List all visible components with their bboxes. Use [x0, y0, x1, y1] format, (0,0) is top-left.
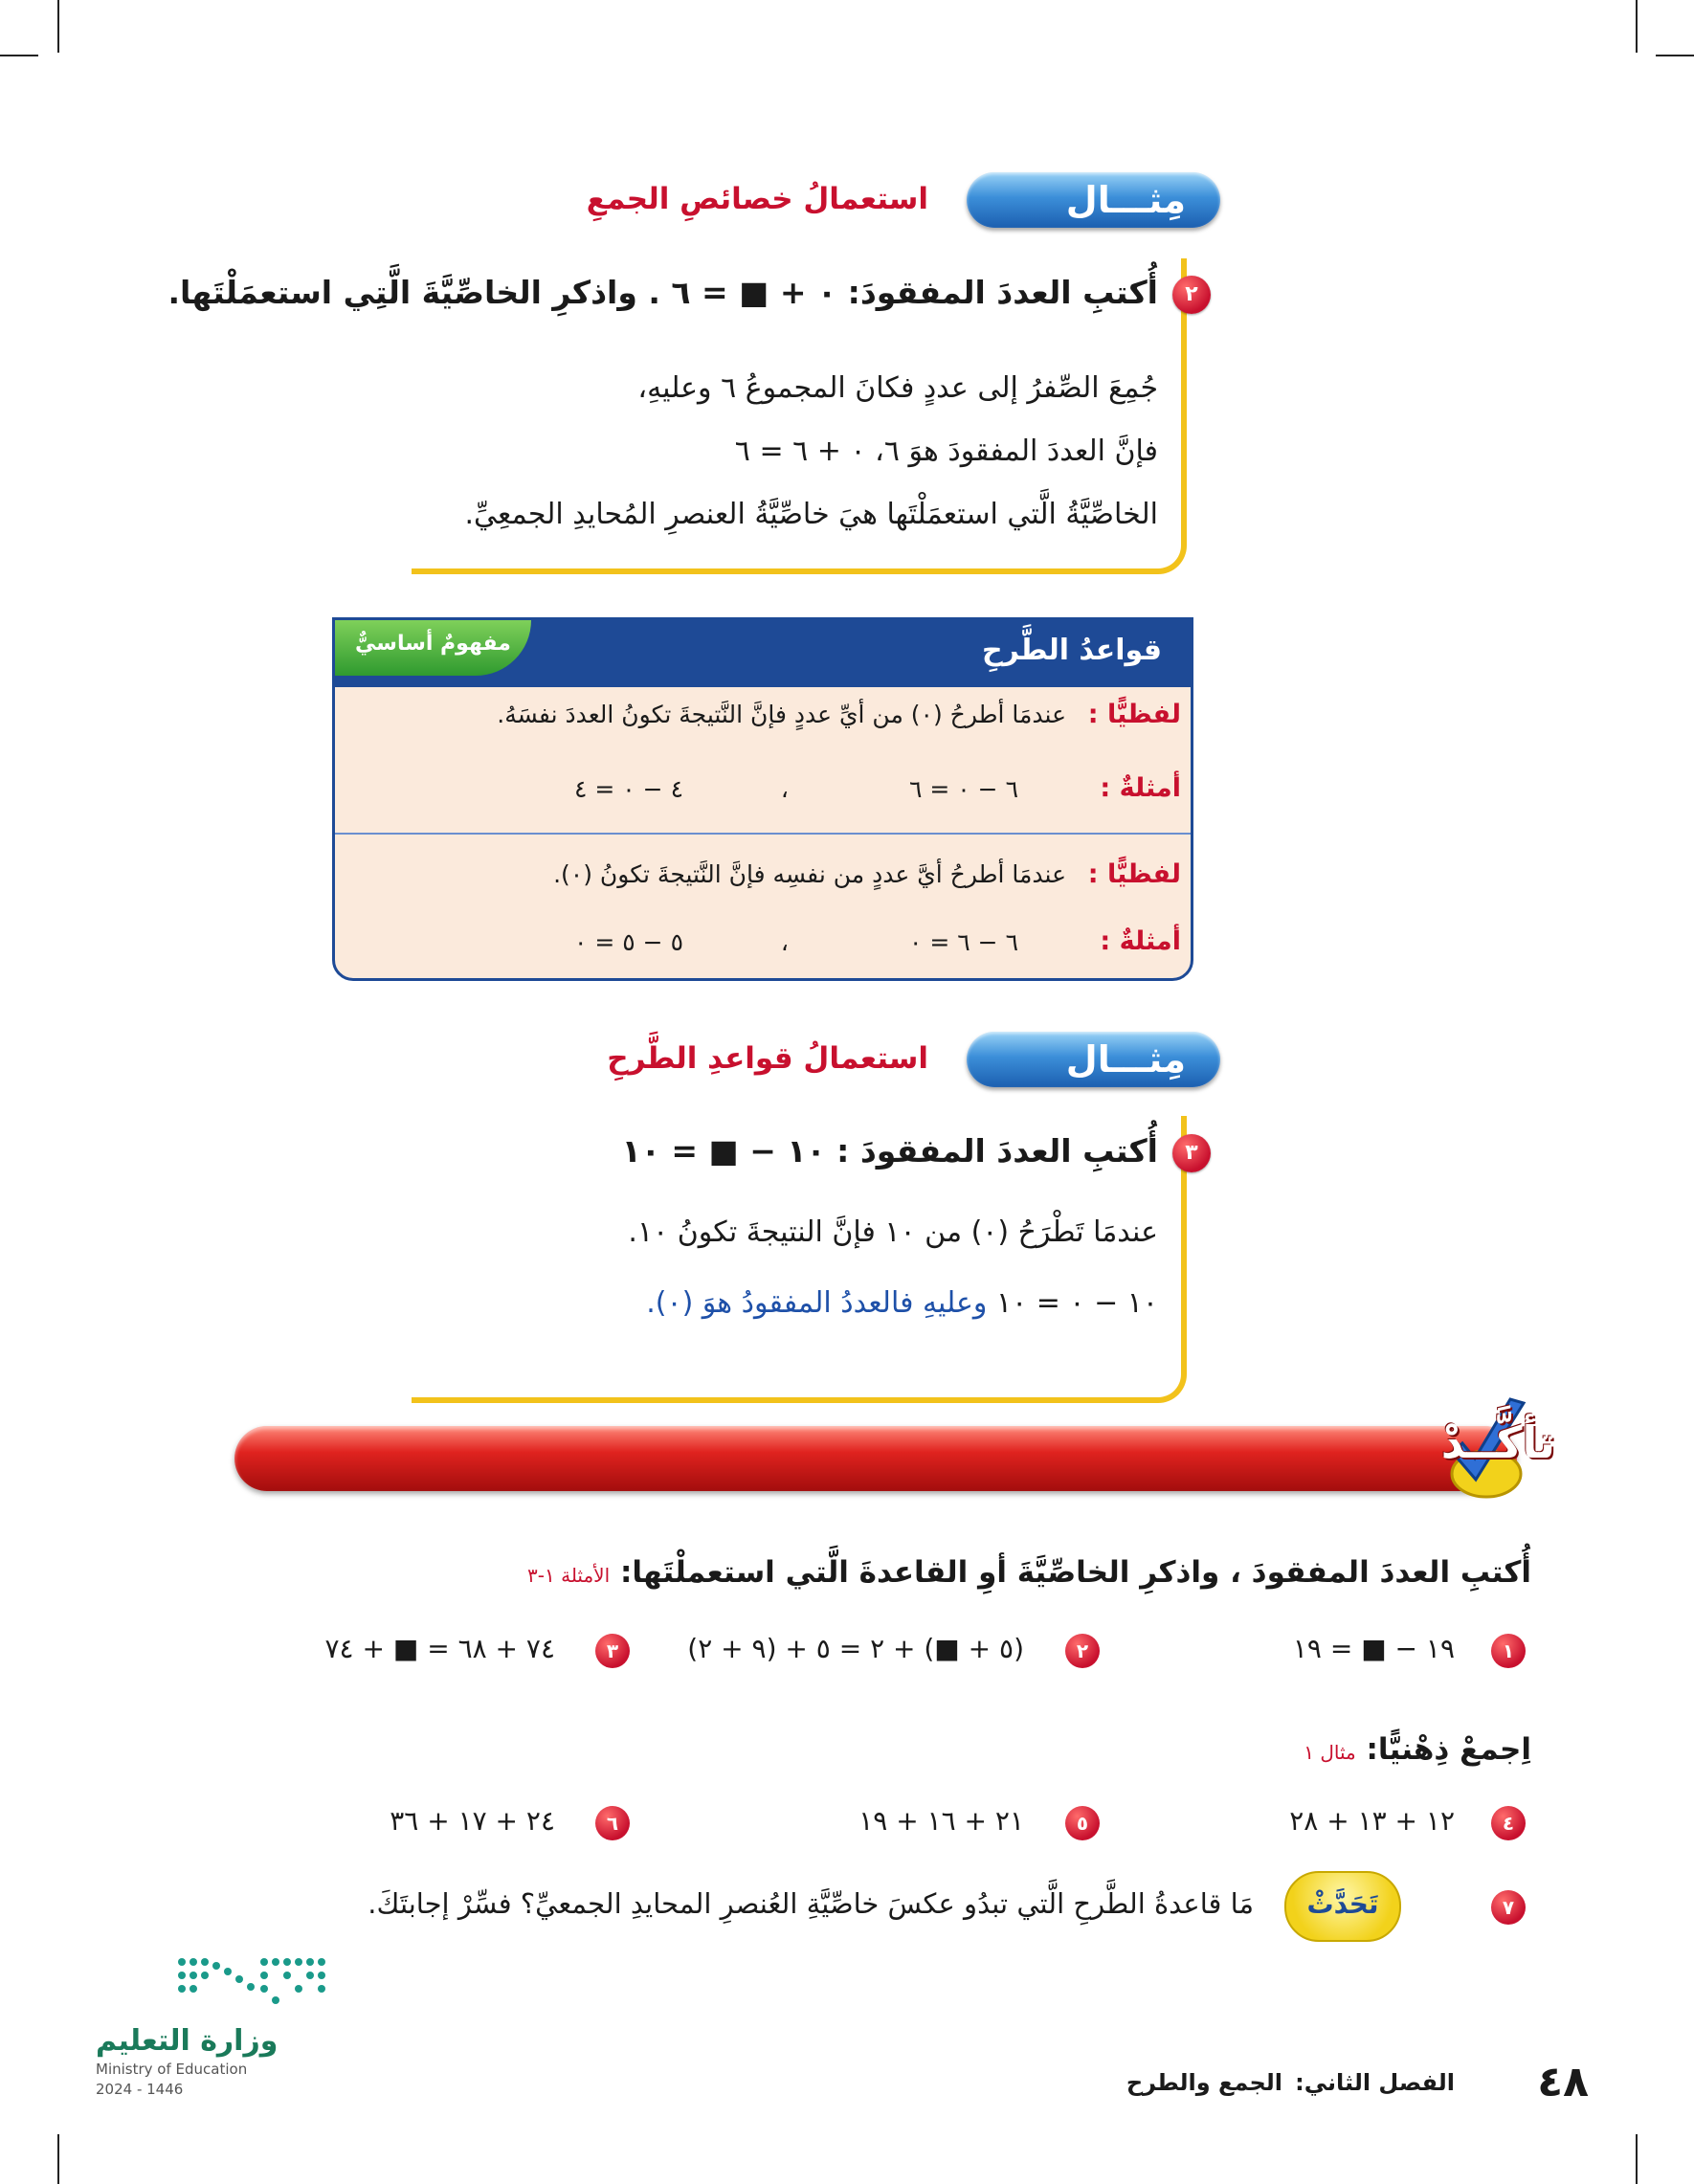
examples-label: أمثلةٌ :	[1100, 926, 1181, 956]
rule-example: ٤ − ٠ = ٤	[574, 775, 683, 803]
rule-example: ٦ − ٠ = ٦	[909, 775, 1018, 803]
exercise-number: ٢	[1065, 1634, 1100, 1668]
mental-math-heading	[1304, 1732, 1531, 1767]
exercise: (٥ + ■) + ٢ = ٥ + (٩ + ٢)	[687, 1633, 1024, 1664]
crop-mark	[57, 2134, 59, 2184]
rules-title: قواعدُ الطَّرحِ	[981, 634, 1162, 667]
crop-mark	[0, 55, 38, 56]
page-number: ٤٨	[1537, 2058, 1589, 2106]
example-number: ٢	[1172, 276, 1211, 314]
example-number: ٣	[1172, 1134, 1211, 1172]
subtraction-rules-box	[332, 617, 1193, 981]
exercise: ٢٤ + ١٧ + ٣٦	[390, 1805, 555, 1837]
example-line: عندمَا تَطْرَحُ (٠) من ١٠ فإنَّ النتيجةَ تكونُ ١٠.	[628, 1215, 1158, 1249]
example-line: الخاصِّيَّةُ الَّتي استعمَلْتَها هيَ خاصِّيَّةُ العنصرِ المُحايدِ الجمعِيِّ.	[464, 498, 1158, 531]
exercise: ١٢ + ١٣ + ٢٨	[1289, 1805, 1455, 1837]
mental-math-title: اِجمعْ ذِهْنيًّا:	[1366, 1732, 1531, 1767]
example-title: استعمالُ قواعدِ الطَّرحِ	[607, 1041, 928, 1076]
rule-text: عندمَا أطرحُ (٠) من أيِّ عددٍ فإنَّ النَّتيجةَ تكونُ العددَ نفسَهُ.	[497, 701, 1066, 728]
crop-mark	[1636, 2134, 1638, 2184]
example-title: استعمالُ خصائصِ الجمعِ	[586, 182, 928, 216]
example-line	[646, 1286, 1158, 1320]
exercise: ١٩ − ■ = ١٩	[1292, 1633, 1455, 1664]
crop-mark	[57, 0, 59, 53]
check-banner	[234, 1426, 1517, 1491]
example-question: أُكتبِ العددَ المفقودَ : ١٠ − ■ = ١٠	[621, 1132, 1158, 1170]
example-question: أُكتبِ العددَ المفقودَ: ٠ + ■ = ٦ . واذكرِ الخاصِّيَّةَ الَّتِي استعمَلْتَها.	[167, 274, 1158, 311]
exercise-number: ٧	[1491, 1890, 1526, 1925]
exercise-number: ٤	[1491, 1806, 1526, 1840]
exercise-number: ٦	[595, 1806, 630, 1840]
rules-divider	[335, 833, 1191, 835]
exercise-number: ١	[1491, 1634, 1526, 1668]
ministry-name-ar: وزارة التعليم	[96, 2024, 279, 2058]
rule-comma: ،	[780, 928, 789, 956]
exercise: ٧٤ + ٦٨ = ■ + ٧٤	[324, 1633, 555, 1664]
verbal-label: لفظيًّا :	[1087, 859, 1181, 889]
exercise-number: ٥	[1065, 1806, 1100, 1840]
example-pill-label: مِثـــال	[1065, 179, 1186, 221]
examples-label: أمثلةٌ :	[1100, 773, 1181, 803]
key-concept-tab: مفهومٌ أساسيٌّ	[335, 620, 531, 676]
exercise: ٢١ + ١٦ + ١٩	[858, 1805, 1024, 1837]
rule-example: ٥ − ٥ = ٠	[574, 928, 683, 956]
ministry-logo-icon	[172, 1952, 340, 2010]
ministry-year: 2024 - 1446	[96, 2081, 184, 2098]
chapter-name: الجمع والطرح	[1126, 2069, 1282, 2096]
mental-math-ref: مثال ١	[1304, 1741, 1356, 1764]
rule-text: عندمَا أطرحُ أيَّ عددٍ من نفسِه فإنَّ النَّتيجةَ تكونُ (٠).	[553, 860, 1066, 888]
answer-text: وعليهِ فالعددُ المفقودُ هوَ (٠).	[646, 1286, 988, 1320]
rule-example: ٦ − ٦ = ٠	[909, 928, 1018, 956]
chapter-label: الفصل الثاني:	[1295, 2069, 1455, 2096]
crop-mark	[1636, 0, 1638, 53]
example-pill	[967, 1032, 1220, 1087]
example-line: فإنَّ العددَ المفقودَ هوَ ٦، ٠ + ٦ = ٦	[734, 435, 1158, 468]
talk-bubble: تَحَدَّثْ	[1284, 1871, 1401, 1942]
talk-question: مَا قاعدةُ الطَّرحِ الَّتي تبدُو عكسَ خاصِّيَّةِ العُنصرِ المحايدِ الجمعيِّ؟ فسِّرْ إجابتَكَ.	[368, 1887, 1254, 1920]
exercise-number: ٣	[595, 1634, 630, 1668]
example-pill	[967, 172, 1220, 228]
ministry-name-en: Ministry of Education	[96, 2061, 248, 2078]
example-pill-label: مِثـــال	[1065, 1038, 1186, 1081]
instruction-text: أُكتبِ العددَ المفقودَ ، واذكرِ الخاصِّيَّةَ أوِ القاعدةَ الَّتي استعملْتَها:	[619, 1555, 1531, 1590]
crop-mark	[1656, 55, 1694, 56]
check-title: تأكَّــدْ	[1440, 1416, 1555, 1468]
equation: ١٠ − ٠ = ١٠	[995, 1286, 1158, 1320]
verbal-label: لفظيًّا :	[1087, 700, 1181, 729]
check-instruction	[527, 1555, 1531, 1590]
rule-comma: ،	[780, 775, 789, 803]
instruction-ref: الأمثلة ١-٣	[527, 1564, 611, 1587]
example-line: جُمِعَ الصِّفرُ إلى عددٍ فكانَ المجموعُ ٦ وعليهِ،	[637, 371, 1158, 405]
